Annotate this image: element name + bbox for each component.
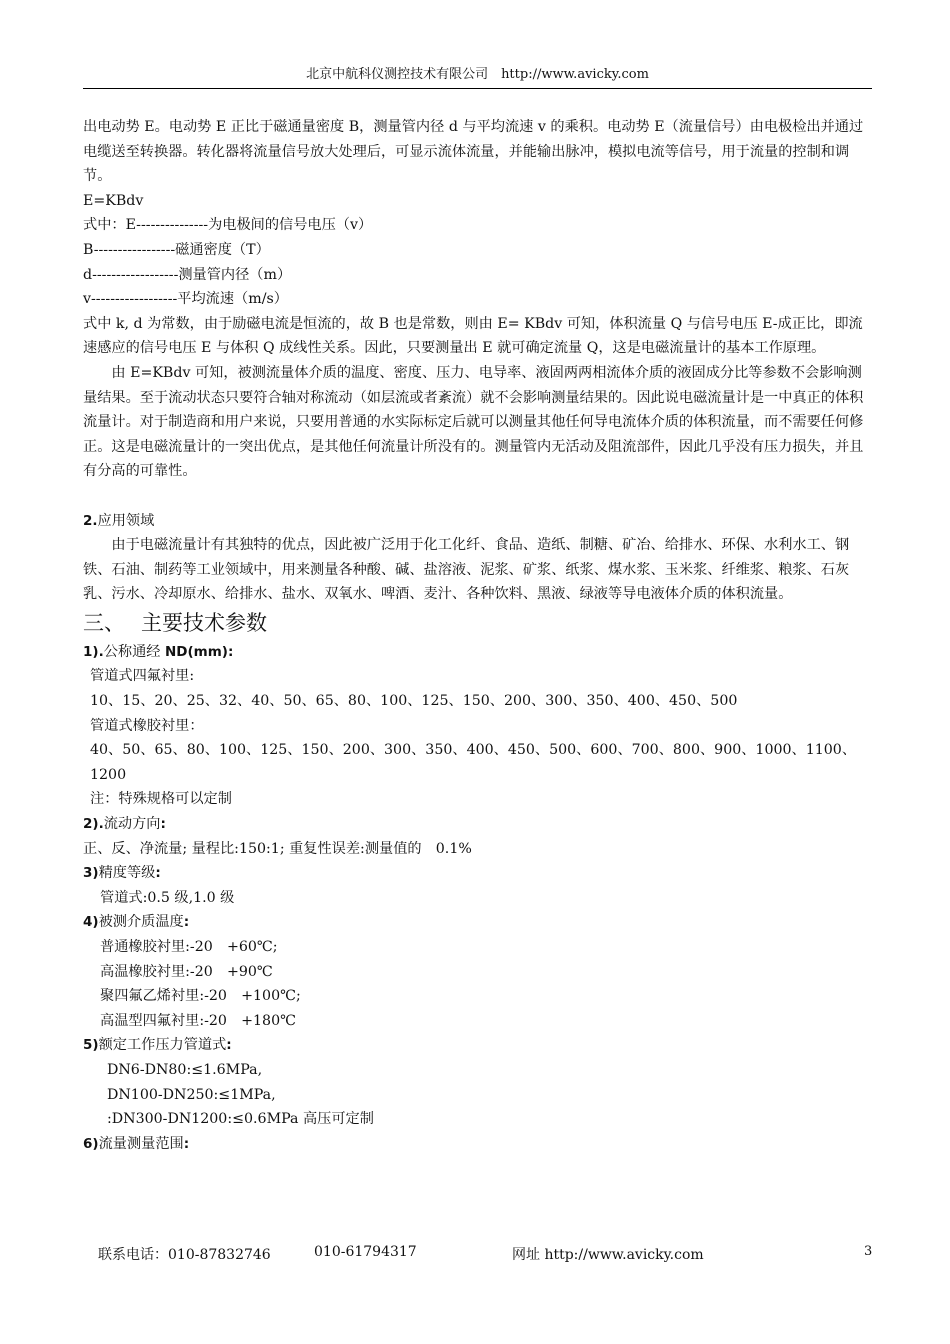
footer-phone: 联系电话：010-87832746 (98, 1247, 271, 1263)
pressure-item: DN6-DN80:≤1.6MPa, (107, 1061, 263, 1078)
param-1-heading: 1).公称通经 ND(mm): (83, 643, 234, 660)
page-number: 3 (864, 1244, 873, 1259)
pressure-item: DN100-DN250:≤1MPa, (107, 1086, 276, 1103)
section-3-heading: 三、 主要技术参数 (83, 610, 267, 635)
section-2-body: 由于电磁流量计有其独特的优点，因此被广泛用于化工化纤、食品、造纸、制糖、矿冶、给排水、环保、水利水工、钢铁、石油、制药等工业领域中，用来测量各种酸、碱、盐溶液、泥浆、矿浆、纸浆、煤水浆、玉米浆、纤维浆、粮浆、石灰乳、污水、冷却原水、给排水、盐水、双氧水、啤酒、麦汁、各种饮料、黑液、绿液等导电液体介质的体积流量。 (83, 537, 850, 603)
temp-item: 高温橡胶衬里:-20 +90℃ (100, 963, 273, 980)
pressure-item: :DN300-DN1200:≤0.6MPa 高压可定制 (107, 1111, 374, 1128)
temp-item: 高温型四氟衬里:-20 +180℃ (100, 1012, 296, 1029)
formula-def-e: 式中：E---------------为电极间的信号电压（v） (83, 217, 373, 234)
param-5-heading: 5)额定工作压力管道式: (83, 1037, 232, 1054)
param-3-heading: 3)精度等级: (83, 865, 161, 882)
page-header (83, 66, 872, 89)
formula: E=KBdv (83, 192, 144, 209)
page-footer (0, 1244, 950, 1266)
param-6-heading: 6)流量测量范围: (83, 1135, 190, 1152)
intro-paragraph: 出电动势 E。电动势 E 正比于磁通量密度 B，测量管内径 d 与平均流速 v 的乘积。电动势 E（流量信号）由电极检出并通过电缆送至转换器。转化器将流量信号放大处理后，可显示流体流量，并能输出脉冲，模拟电流等信号，用于流量的控制和调节。 (83, 119, 864, 185)
formula-def-v: v------------------平均流速（m/s） (83, 291, 288, 308)
footer-phone-2: 010-61794317 (314, 1244, 417, 1260)
rubber-sizes: 40、50、65、80、100、125、150、200、300、350、400、450、500、600、700、800、900、1000、1100、1200 (90, 742, 857, 783)
size-note: 注：特殊规格可以定制 (90, 791, 232, 808)
param-4-heading: 4)被测介质温度: (83, 914, 190, 931)
advantage-paragraph: 由 E=KBdv 可知，被测流量体介质的温度、密度、压力、电导率、液固两两相流体介质的液固成分比等参数不会影响测量结果。至于流动状态只要符合轴对称流动（如层流或者紊流）就不会影响测量结果的。因此说电磁流量计是一中真正的体积流量计。对于制造商和用户来说，只要用普通的水实际标定后就可以测量其他任何导电流体介质的体积流量，而不需要任何修正。这是电磁流量计的一突出优点，是其他任何流量计所没有的。测量管内无活动及阻流部件，因此几乎没有压力损失，并且有分高的可靠性。 (83, 364, 864, 480)
formula-def-d: d------------------测量管内径（m） (83, 266, 292, 283)
footer-website: 网址 http://www.avicky.com (512, 1247, 704, 1263)
temp-item: 普通橡胶衬里:-20 +60℃; (100, 939, 278, 955)
ptfe-label: 管道式四氟衬里: (90, 668, 195, 685)
section-2-heading: 2.应用领域 (83, 512, 155, 529)
rubber-label: 管道式橡胶衬里： (90, 717, 204, 734)
formula-def-b: B-----------------磁通密度（T） (83, 241, 270, 258)
ptfe-sizes: 10、15、20、25、32、40、50、65、80、100、125、150、200、300、350、400、450、500 (90, 693, 738, 710)
temp-item: 聚四氟乙烯衬里:-20 +100℃; (100, 988, 301, 1005)
principle-paragraph: 式中 k, d 为常数，由于励磁电流是恒流的，故 B 也是常数，则由 E= KBdv 可知，体积流量 Q 与信号电压 E-成正比，即流速感应的信号电压 E 与体积 Q 成线性关系。因此，只要测量出 E 就可确定流量 Q，这是电磁流量计的基本工作原理。 (83, 315, 863, 357)
header-text: 北京中航科仪测控技术有限公司 http://www.avicky.com (306, 67, 649, 82)
document-body (83, 115, 873, 1156)
param-3-body: 管道式:0.5 级,1.0 级 (100, 889, 235, 906)
param-2-body: 正、反、净流量; 量程比:150:1; 重复性误差:测量值的 0.1% (83, 840, 472, 857)
param-2-heading: 2).流动方向: (83, 816, 166, 833)
